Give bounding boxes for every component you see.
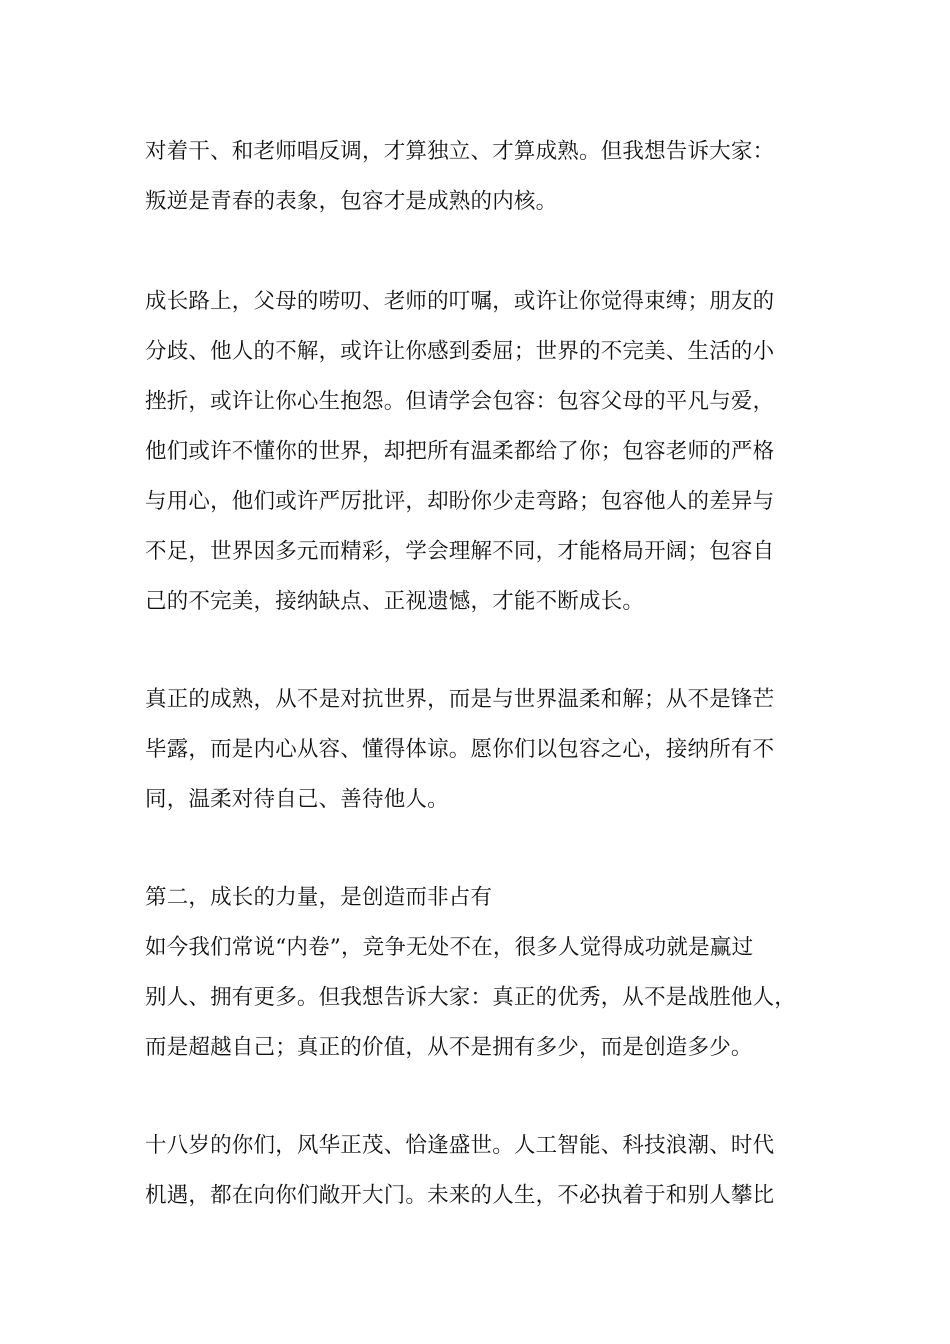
text-line: 毕露，而是内心从容、懂得体谅。愿你们以包容之心，接纳所有不 [145, 737, 775, 762]
text-line: 真正的成熟，从不是对抗世界，而是与世界温柔和解；从不是锋芒 [145, 687, 775, 712]
text-line: 机遇，都在向你们敞开大门。未来的人生，不必执着于和别人攀比 [145, 1183, 775, 1208]
text-line: 十八岁的你们，风华正茂、恰逢盛世。人工智能、科技浪潮、时代 [145, 1133, 775, 1158]
text-line: 如今我们常说“内卷”，竞争无处不在，很多人觉得成功就是赢过 [145, 935, 754, 960]
text-line: 与用心，他们或许严厉批评，却盼你少走弯路；包容他人的差异与 [145, 489, 775, 514]
text-line: 别人、拥有更多。但我想告诉大家：真正的优秀，从不是战胜他人， [145, 985, 797, 1010]
text-line: 对着干、和老师唱反调，才算独立、才算成熟。但我想告诉大家： [145, 139, 775, 164]
text-line: 成长路上，父母的唠叨、老师的叮嘱，或许让你觉得束缚；朋友的 [145, 289, 775, 314]
text-line: 叛逆是青春的表象，包容才是成熟的内核。 [145, 189, 558, 214]
text-line: 不足，世界因多元而精彩，学会理解不同，才能格局开阔；包容自 [145, 539, 775, 564]
text-line: 而是超越自己；真正的价值，从不是拥有多少，而是创造多少。 [145, 1035, 753, 1060]
text-line: 己的不完美，接纳缺点、正视遗憾，才能不断成长。 [145, 589, 645, 614]
text-line: 同，温柔对待自己、善待他人。 [145, 787, 449, 812]
text-line: 挫折，或许让你心生抱怨。但请学会包容：包容父母的平凡与爱， [145, 389, 775, 414]
text-line: 他们或许不懂你的世界，却把所有温柔都给了你；包容老师的严格 [145, 439, 775, 464]
section-heading: 第二，成长的力量，是创造而非占有 [145, 885, 493, 910]
text-line: 分歧、他人的不解，或许让你感到委屈；世界的不完美、生活的小 [145, 339, 775, 364]
